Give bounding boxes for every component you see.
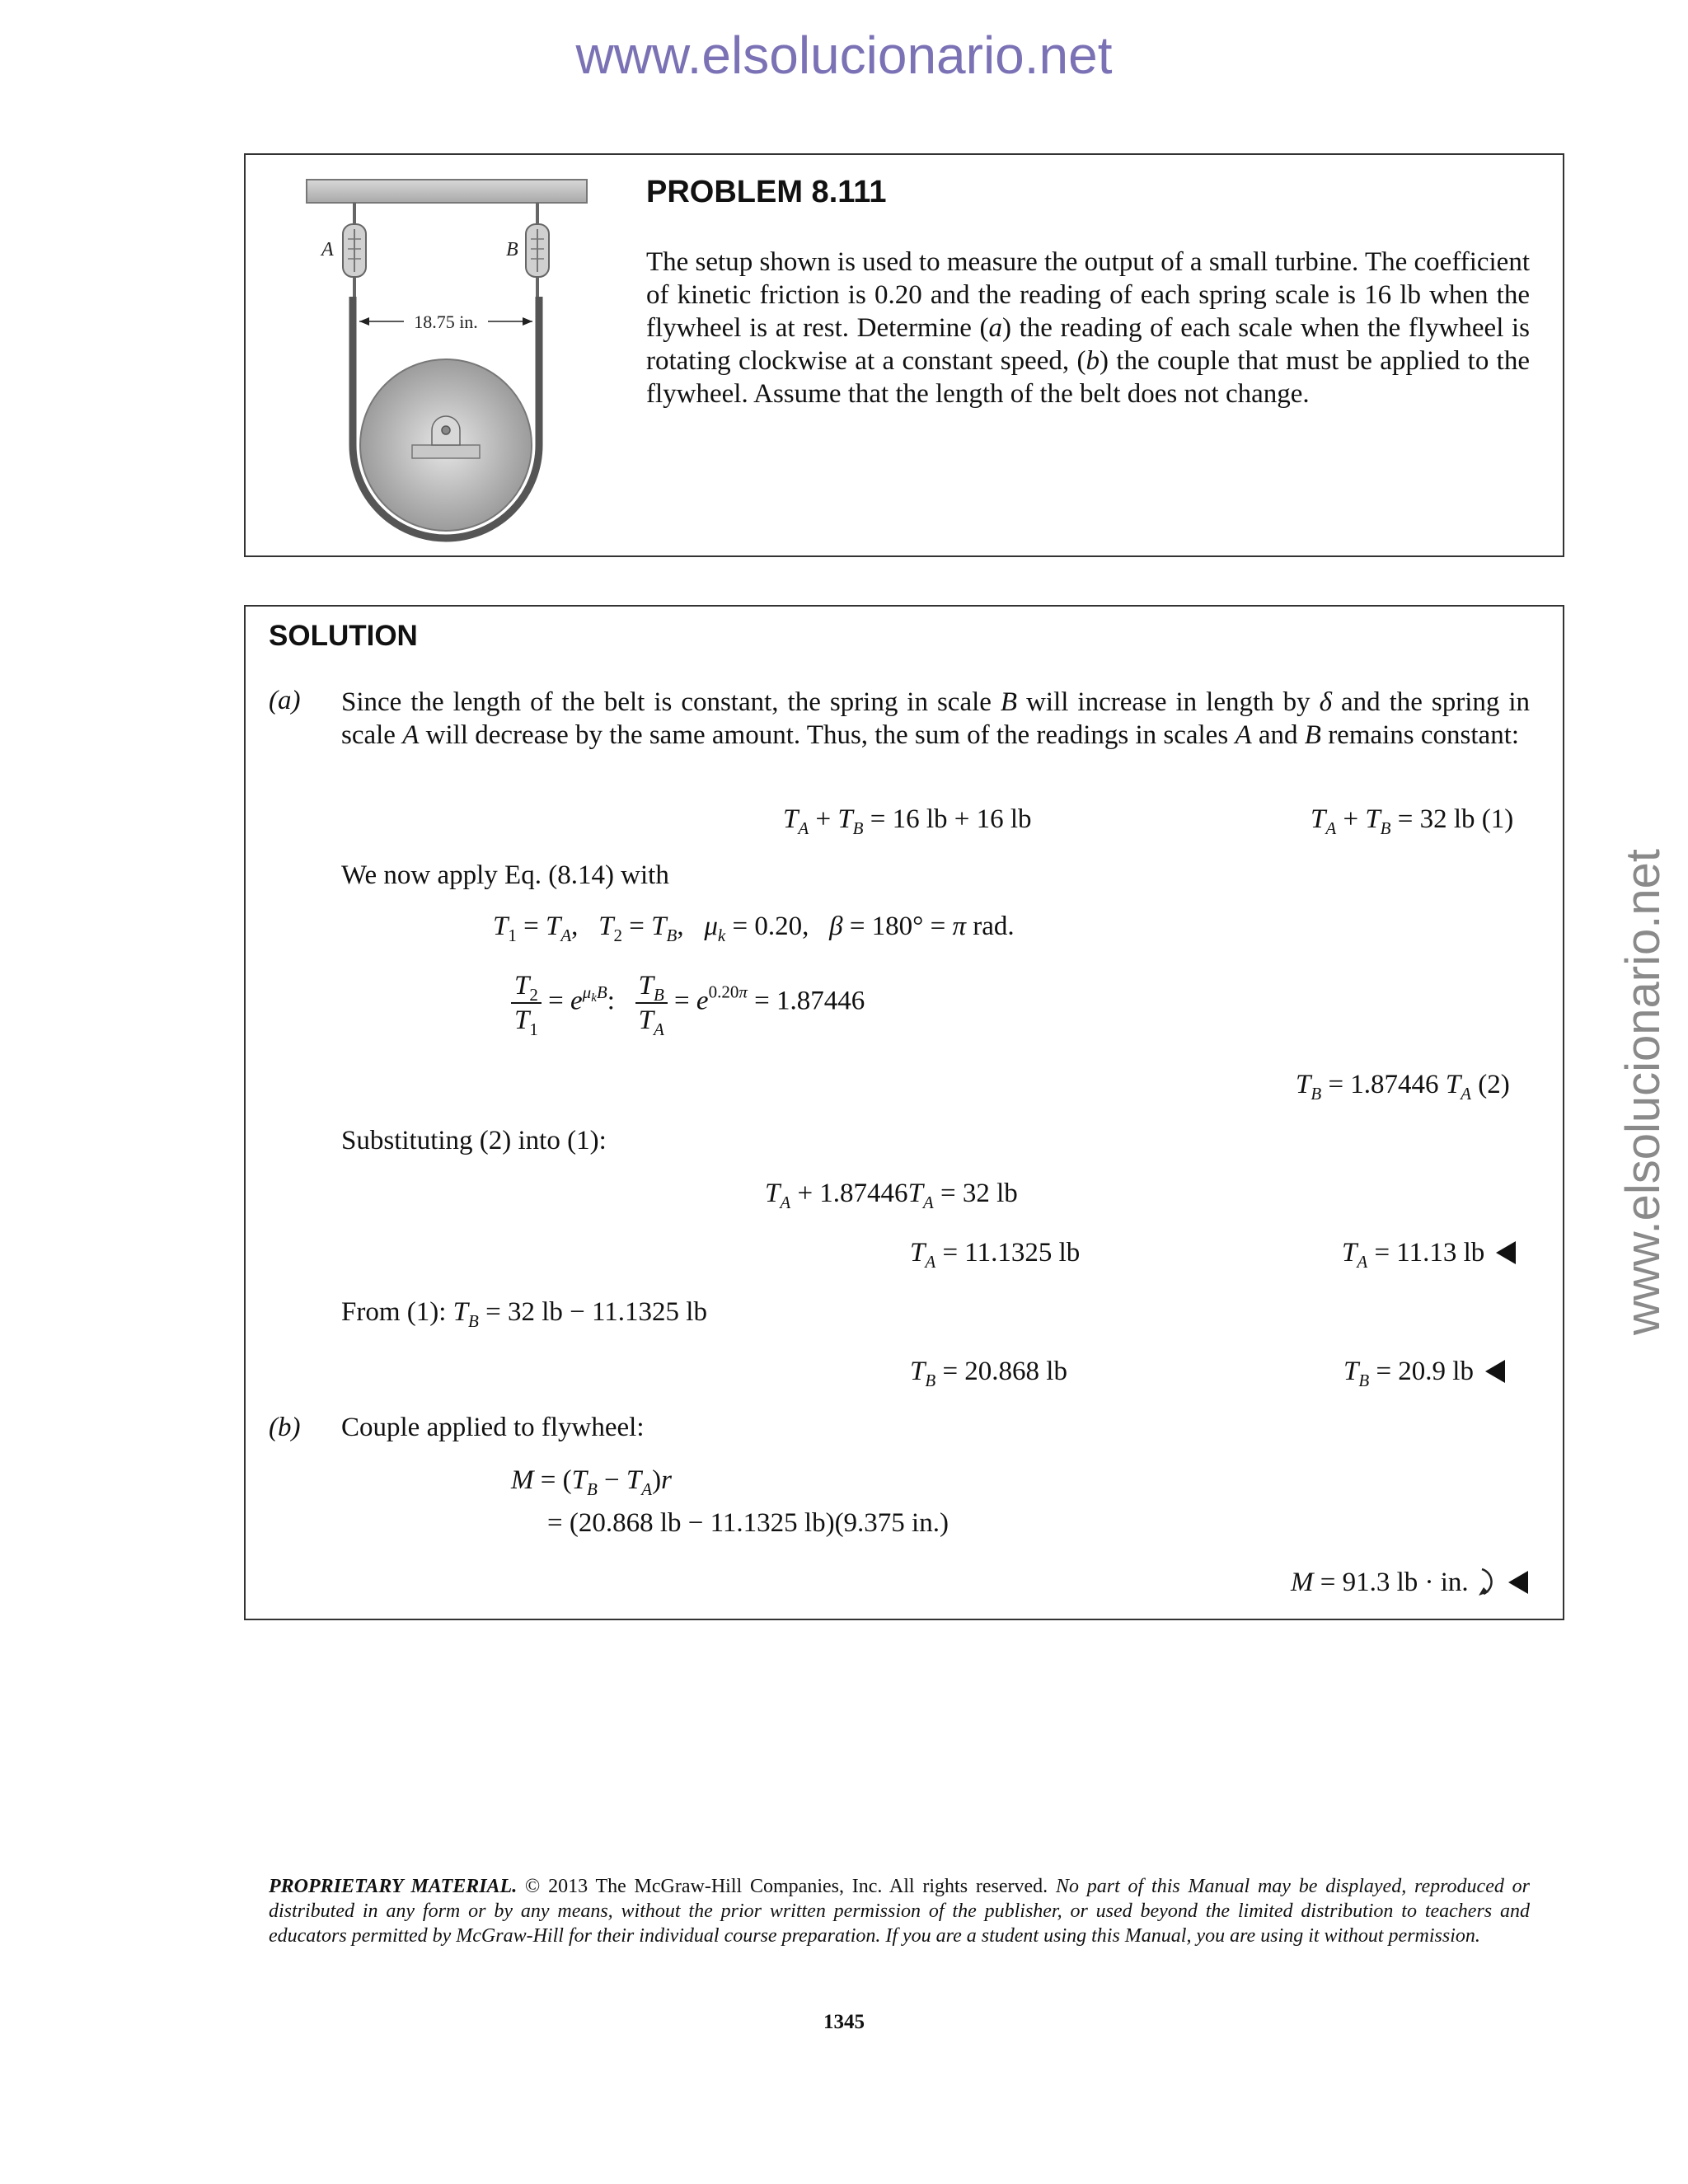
equation-1: $T_A + T_B = 32$ lb (1) xyxy=(1311,804,1514,838)
equation-sum: $T_A + T_B = 16$ lb + 16 lb xyxy=(783,804,1032,838)
ta-answer: $T_A = 11.13$ lb xyxy=(1342,1238,1516,1268)
tb-expression: From (1): $T_B = 32$ lb − 11.1325 lb xyxy=(341,1297,707,1331)
answer-marker-icon xyxy=(1496,1241,1516,1264)
solution-title: SOLUTION xyxy=(269,620,418,652)
part-b-label: (b) xyxy=(269,1413,301,1442)
equation-2: $T_B = 1.87446$ $T_A$ (2) xyxy=(1296,1070,1510,1104)
label-b: B xyxy=(506,239,518,260)
solution-box xyxy=(244,605,1564,1620)
flywheel-figure xyxy=(297,173,610,544)
part-a-paragraph: Since the length of the belt is constant, the spring in scale B will increase in length by δ and the spring in scale A will decrease by the same amount. Thus, the sum of the readings in scales A and B remains constant: xyxy=(341,687,1531,750)
apply-text: We now apply Eq. (8.14) with xyxy=(341,860,669,890)
substitution-equation: $T_A + 1.87446T_A = 32$ lb xyxy=(765,1179,1018,1212)
problem-text: The setup shown is used to measure the output of a small turbine. The coefficient of kinetic friction is 0.20 and the reading of each spring scale is 16 lb when the flywheel is at rest. Determine (a) the reading of each scale when the flywheel is rotating clockwise at a constant speed, (b) the couple that must be applied to the flywheel. Assume that the length of the belt does not change. xyxy=(646,247,1531,409)
moment-answer: M = 91.3 lb · in. xyxy=(1291,1566,1528,1599)
page-number: 1345 xyxy=(823,2011,865,2033)
footer-notice: PROPRIETARY MATERIAL. © 2013 The McGraw-Hill Companies, Inc. All rights reserved. No part of this Manual may be displayed, reproduced or distributed in any form or by any means, without the prior written permission of the publisher, or used beyond the limited distribution to teachers and educators permitted by McGraw-Hill for their individual course preparation. If you are a student using this Manual, you are using it without permission. xyxy=(269,1876,1530,1947)
answer-marker-icon xyxy=(1485,1360,1505,1383)
watermark-side: www.elsolucionario.net xyxy=(1616,849,1670,1335)
tb-answer: $T_B = 20.9$ lb xyxy=(1343,1357,1505,1387)
tb-calculation: $T_B = 20.868$ lb xyxy=(910,1357,1067,1390)
spring-scale-a xyxy=(343,224,366,277)
watermark-top: www.elsolucionario.net xyxy=(575,26,1113,85)
moment-line-2: = (20.868 lb − 11.1325 lb)(9.375 in.) xyxy=(547,1508,949,1538)
ceiling-beam xyxy=(307,180,587,203)
part-a-label: (a) xyxy=(269,686,301,715)
spring-scale-b xyxy=(526,224,549,277)
substitution-text: Substituting (2) into (1): xyxy=(341,1126,607,1155)
problem-title: PROBLEM 8.111 xyxy=(646,175,887,209)
clockwise-arrow-icon xyxy=(1475,1566,1503,1599)
dimension-label: 18.75 in. xyxy=(414,312,478,332)
parameters-line: $T_1 = T_A$, $T_2 = T_B$, $\mu_k = 0.20$, β = 180° = π rad. xyxy=(493,912,1015,945)
answer-marker-icon xyxy=(1508,1571,1528,1594)
ta-calculation: $T_A = 11.1325$ lb xyxy=(910,1238,1081,1272)
part-b-text: Couple applied to flywheel: xyxy=(341,1413,645,1442)
exponential-equation: $\frac{T_2}{T_1}$ = $e^{\mu_kB}$: $\frac{T_B}{T_A}$ = $e^{0.20\pi} = 1.87446$ xyxy=(511,969,865,1037)
label-a: A xyxy=(321,239,334,260)
moment-line-1: $M = (T_B - T_A)r$ xyxy=(511,1465,672,1499)
